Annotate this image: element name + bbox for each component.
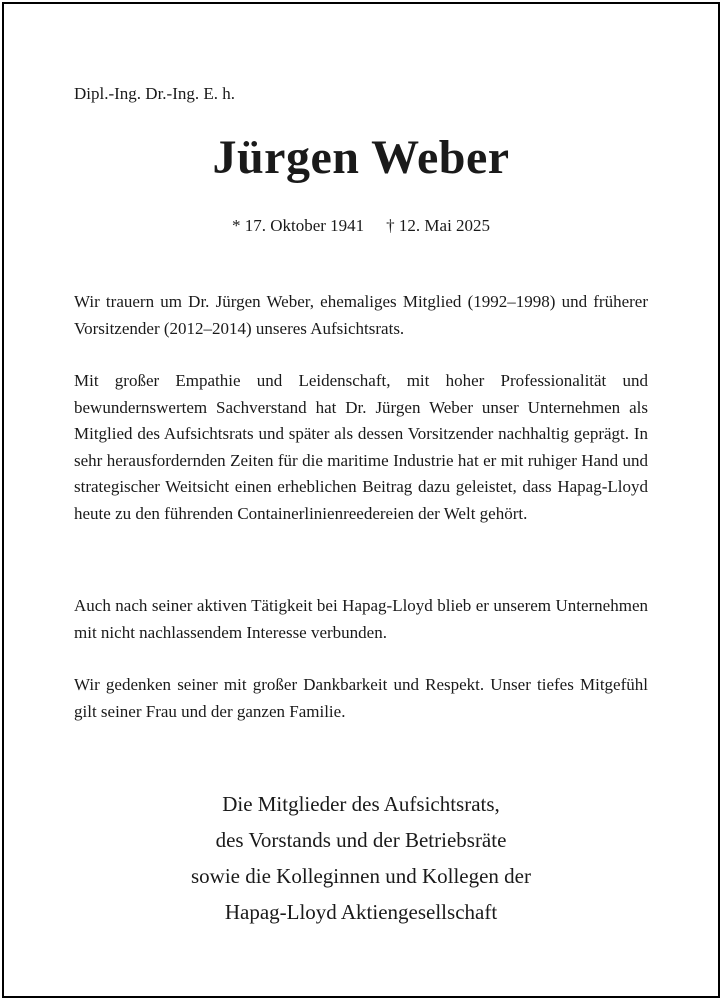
- signoff-line: sowie die Kolleginnen und Kollegen der: [191, 864, 531, 888]
- signoff-block: [74, 786, 648, 930]
- death-date: † 12. Mai 2025: [386, 216, 491, 235]
- paragraph-mourning: Wir trauern um Dr. Jürgen Weber, ehemaliges Mitglied (1992–1998) und früherer Vorsitzender (2012–2014) unseres Aufsichtsrats.: [74, 292, 648, 338]
- signoff-line: Hapag-Lloyd Aktiengesellschaft: [224, 900, 498, 924]
- signoff-line: des Vorstands und der Betriebsräte: [215, 828, 507, 852]
- deceased-name: Jürgen Weber: [212, 131, 510, 184]
- paragraph-continued-interest: Auch nach seiner aktiven Tätigkeit bei Hapag-Lloyd blieb er unserem Unternehmen mit nicht nachlassendem Interesse verbunden.: [74, 596, 648, 642]
- birth-date: * 17. Oktober 1941: [231, 216, 365, 235]
- life-dates: [74, 214, 648, 238]
- signoff-line: Die Mitglieder des Aufsichtsrats,: [222, 792, 500, 816]
- paragraph-condolences: Wir gedenken seiner mit großer Dankbarkeit und Respekt. Unser tiefes Mitgefühl gilt seiner Frau und der ganzen Familie.: [74, 675, 648, 721]
- paragraph-tribute: Mit großer Empathie und Leidenschaft, mit hoher Professionalität und bewundernswertem Sachverstand hat Dr. Jürgen Weber unser Unternehmen als Mitglied des Aufsichtsrats und später als dessen Vorsitzender nachhaltig geprägt. In sehr herausfordernden Zeiten für die maritime Industrie hat er mit ruhiger Hand und strategischer Weitsicht einen erheblichen Beitrag dazu geleistet, dass Hapag-Lloyd heute zu den führenden Containerlinienreedereien der Welt gehört.: [74, 371, 648, 523]
- academic-title: Dipl.-Ing. Dr.-Ing. E. h.: [74, 84, 236, 103]
